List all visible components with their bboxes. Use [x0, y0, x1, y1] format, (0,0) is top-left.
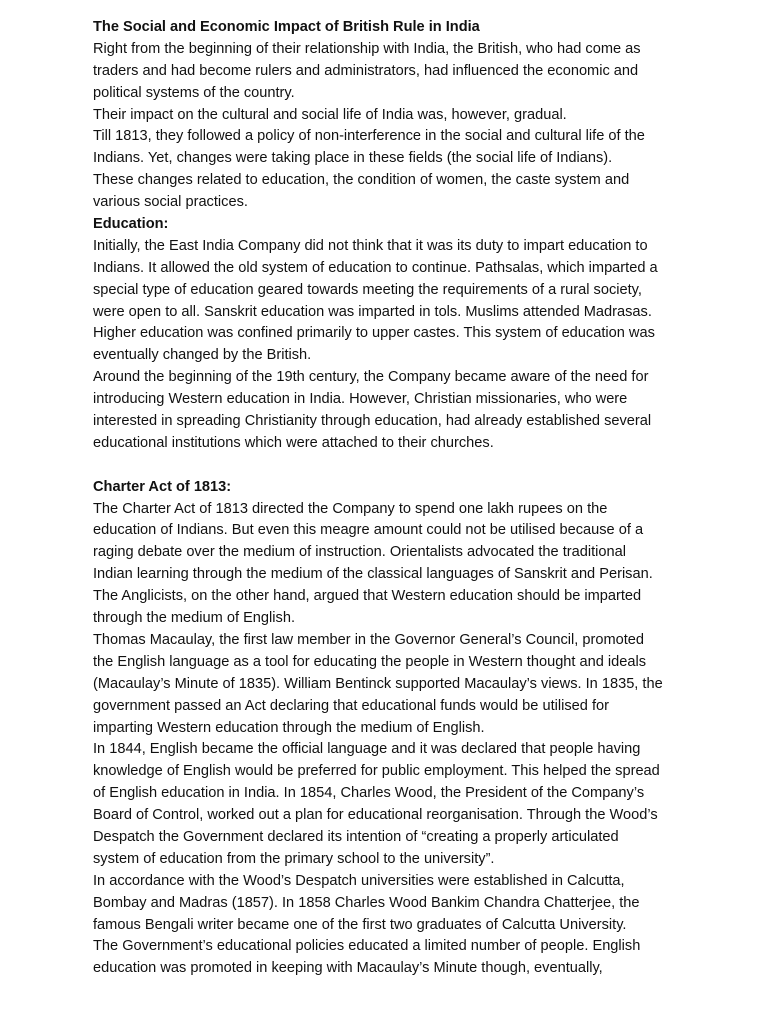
text-line: Indians. It allowed the old system of education to continue. Pathsalas, which imparted a — [93, 259, 658, 276]
text-line: of English education in India. In 1854, Charles Wood, the President of the Company’s — [93, 785, 645, 802]
text-line: through the medium of English. — [93, 610, 295, 627]
text-line: Indians. Yet, changes were taking place in these fields (the social life of Indians). — [93, 150, 613, 167]
text-line: (Macaulay’s Minute of 1835). William Bentinck supported Macaulay’s views. In 1835, the — [93, 675, 663, 692]
document-title: The Social and Economic Impact of British Rule in India — [93, 19, 480, 35]
paragraph-spacer — [93, 455, 753, 477]
intro-section — [93, 39, 753, 214]
text-line: Their impact on the cultural and social life of India was, however, gradual. — [93, 106, 567, 123]
text-line: were open to all. Sanskrit education was imparted in tols. Muslims attended Madrasas. — [93, 303, 652, 320]
text-line: educational institutions which were attached to their churches. — [93, 434, 494, 451]
text-line: Till 1813, they followed a policy of non-interference in the social and cultural life of the — [93, 128, 645, 145]
text-line: special type of education geared towards meeting the requirements of a rural society, — [93, 281, 642, 298]
text-line: The Charter Act of 1813 directed the Company to spend one lakh rupees on the — [93, 500, 608, 517]
text-line: introducing Western education in India. However, Christian missionaries, who were — [93, 391, 628, 408]
text-line: government passed an Act declaring that educational funds would be utilised for — [93, 697, 609, 714]
text-line: Higher education was confined primarily to upper castes. This system of education was — [93, 325, 655, 342]
education-heading: Education: — [93, 216, 169, 233]
text-line: Right from the beginning of their relationship with India, the British, who had come as — [93, 40, 641, 57]
text-line: Bombay and Madras (1857). In 1858 Charles Wood Bankim Chandra Chatterjee, the — [93, 894, 640, 911]
text-line: traders and had become rulers and administrators, had influenced the economic and — [93, 62, 639, 79]
text-line: Despatch the Government declared its intention of “creating a properly articulated — [93, 828, 619, 845]
text-line: the English language as a tool for educating the people in Western thought and ideals — [93, 653, 647, 670]
text-line: education was promoted in keeping with Macaulay’s Minute though, eventually, — [93, 960, 603, 977]
text-line: Initially, the East India Company did not think that it was its duty to impart education to — [93, 237, 648, 254]
text-line: interested in spreading Christianity through education, had already established several — [93, 413, 652, 430]
text-line: imparting Western education through the medium of English. — [93, 719, 485, 736]
text-line: Board of Control, worked out a plan for educational reorganisation. Through the Wood’s — [93, 807, 658, 824]
text-line: The Anglicists, on the other hand, argued that Western education should be imparted — [93, 588, 642, 605]
text-line: knowledge of English would be preferred for public employment. This helped the spread — [93, 763, 660, 780]
text-line: In 1844, English became the official language and it was declared that people having — [93, 741, 641, 758]
text-line: These changes related to education, the condition of women, the caste system and — [93, 172, 630, 189]
text-line: The Government’s educational policies educated a limited number of people. English — [93, 938, 641, 955]
text-line: various social practices. — [93, 194, 248, 211]
text-line: education of Indians. But even this meagre amount could not be utilised because of a — [93, 522, 644, 539]
text-line: In accordance with the Wood’s Despatch universities were established in Calcutta, — [93, 872, 625, 889]
charter-act-heading: Charter Act of 1813: — [93, 478, 232, 495]
text-line: system of education from the primary school to the university”. — [93, 850, 495, 867]
education-section — [93, 236, 753, 455]
charter-act-section — [93, 499, 753, 981]
text-line: famous Bengali writer became one of the first two graduates of Calcutta University. — [93, 916, 627, 933]
text-line: Around the beginning of the 19th century, the Company became aware of the need for — [93, 369, 649, 386]
text-line: eventually changed by the British. — [93, 347, 312, 364]
text-line: Indian learning through the medium of the classical languages of Sanskrit and Perisan. — [93, 566, 653, 583]
text-line: raging debate over the medium of instruction. Orientalists advocated the traditional — [93, 544, 626, 561]
text-line: political systems of the country. — [93, 84, 295, 101]
document-page — [93, 17, 753, 980]
text-line: Thomas Macaulay, the first law member in the Governor General’s Council, promoted — [93, 631, 645, 648]
